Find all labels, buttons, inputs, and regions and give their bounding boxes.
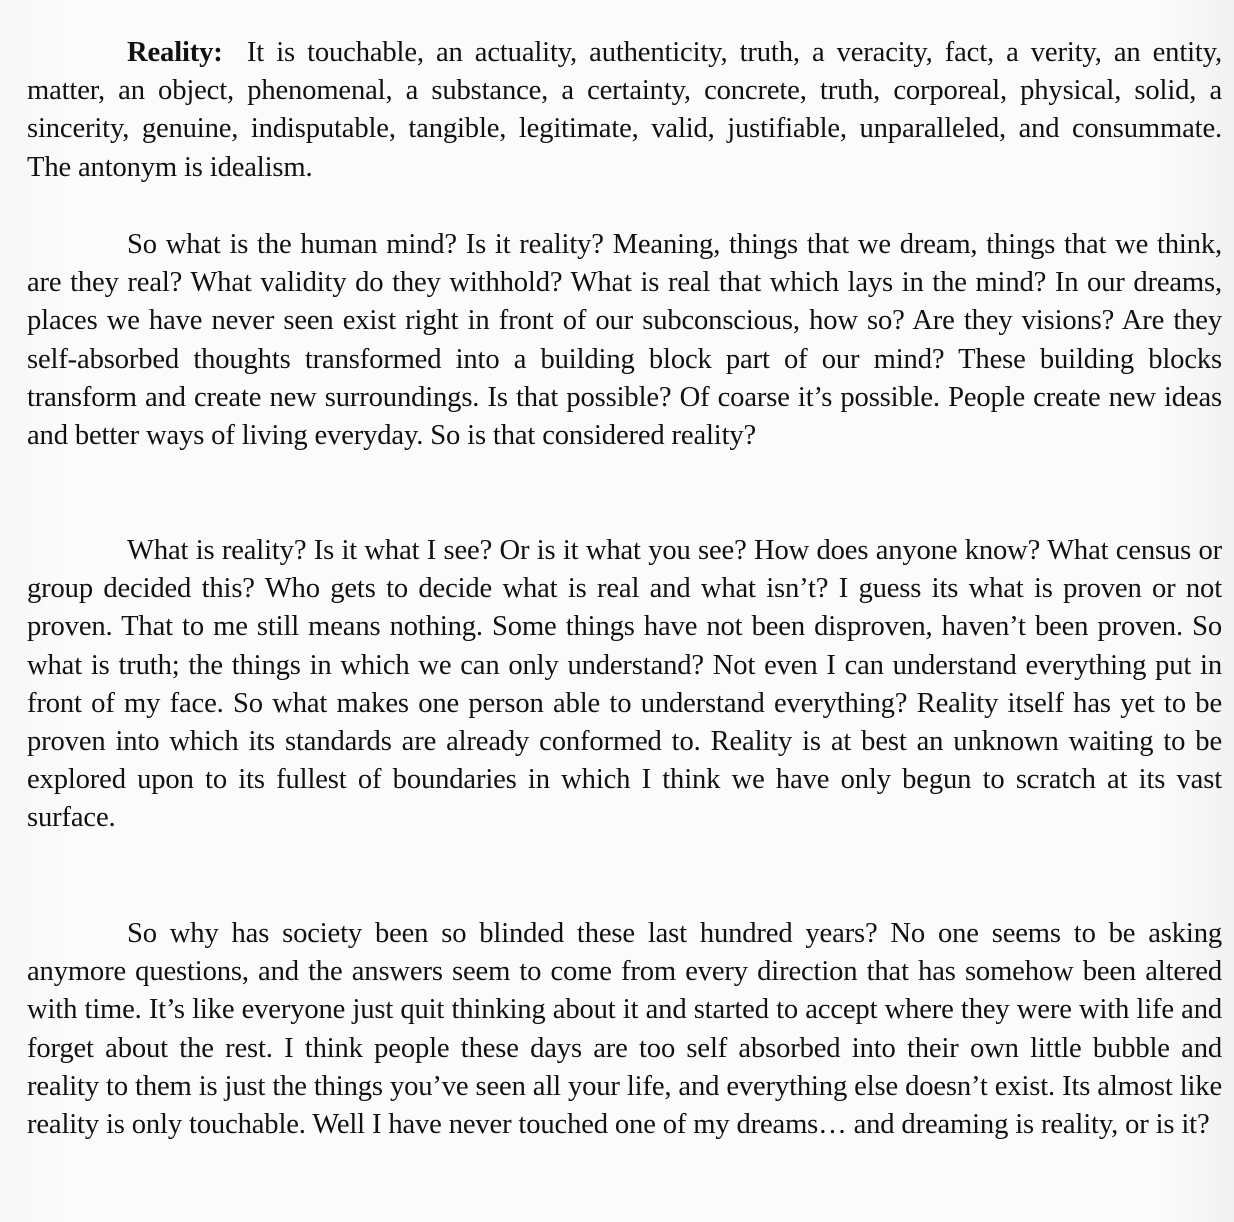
paragraph-reality-definition [27, 34, 1222, 187]
paragraph-society-blinded [27, 915, 1222, 1144]
paragraph-lead-term: Reality: [127, 37, 223, 68]
paragraph-text: What is reality? Is it what I see? Or is it what you see? How does anyone know? What census or group decided this? Who gets to decide what is real and what isn’t? I guess its what is proven or not proven. That to me still means nothing. Some things have not been disproven, haven’t been proven. So what is truth; the things in which we can only understand? Not even I can understand everything put in front of my face. So what makes one person able to understand everything? Reality itself has yet to be proven into which its standards are already conformed to. Reality is at best an unknown waiting to be explored upon to its fullest of boundaries in which I think we have only begun to scratch at its vast surface. [27, 535, 1222, 834]
paragraph-what-is-reality [27, 532, 1222, 838]
paragraph-text: So why has society been so blinded these last hundred years? No one seems to be asking anymore questions, and the answers seem to come from every direction that has somehow been altered with time. It’s like everyone just quit thinking about it and started to accept where they were with life and forget about the rest. I think people these days are too self absorbed into their own little bubble and reality to them is just the things you’ve seen all your life, and everything else doesn’t exist. Its almost like reality is only touchable. Well I have never touched one of my dreams… and dreaming is reality, or is it? [27, 918, 1222, 1141]
paragraph-human-mind [27, 226, 1222, 455]
paragraph-text: So what is the human mind? Is it reality? Meaning, things that we dream, things that we think, are they real? What validity do they withhold? What is real that which lays in the mind? In our dreams, places we have never seen exist right in front of our subconscious, how so? Are they visions? Are they self-absorbed thoughts transformed into a building block part of our mind? These building blocks transform and create new surroundings. Is that possible? Of coarse it’s possible. People create new ideas and better ways of living everyday. So is that considered reality? [27, 229, 1222, 452]
paragraph-text: It is touchable, an actuality, authenticity, truth, a veracity, fact, a verity, an entity, matter, an object, phenomenal, a substance, a certainty, concrete, truth, corporeal, physical, solid, a sincerity, genuine, indisputable, tangible, legitimate, valid, justifiable, unparalleled, and consummate. The antonym is idealism. [27, 37, 1222, 183]
